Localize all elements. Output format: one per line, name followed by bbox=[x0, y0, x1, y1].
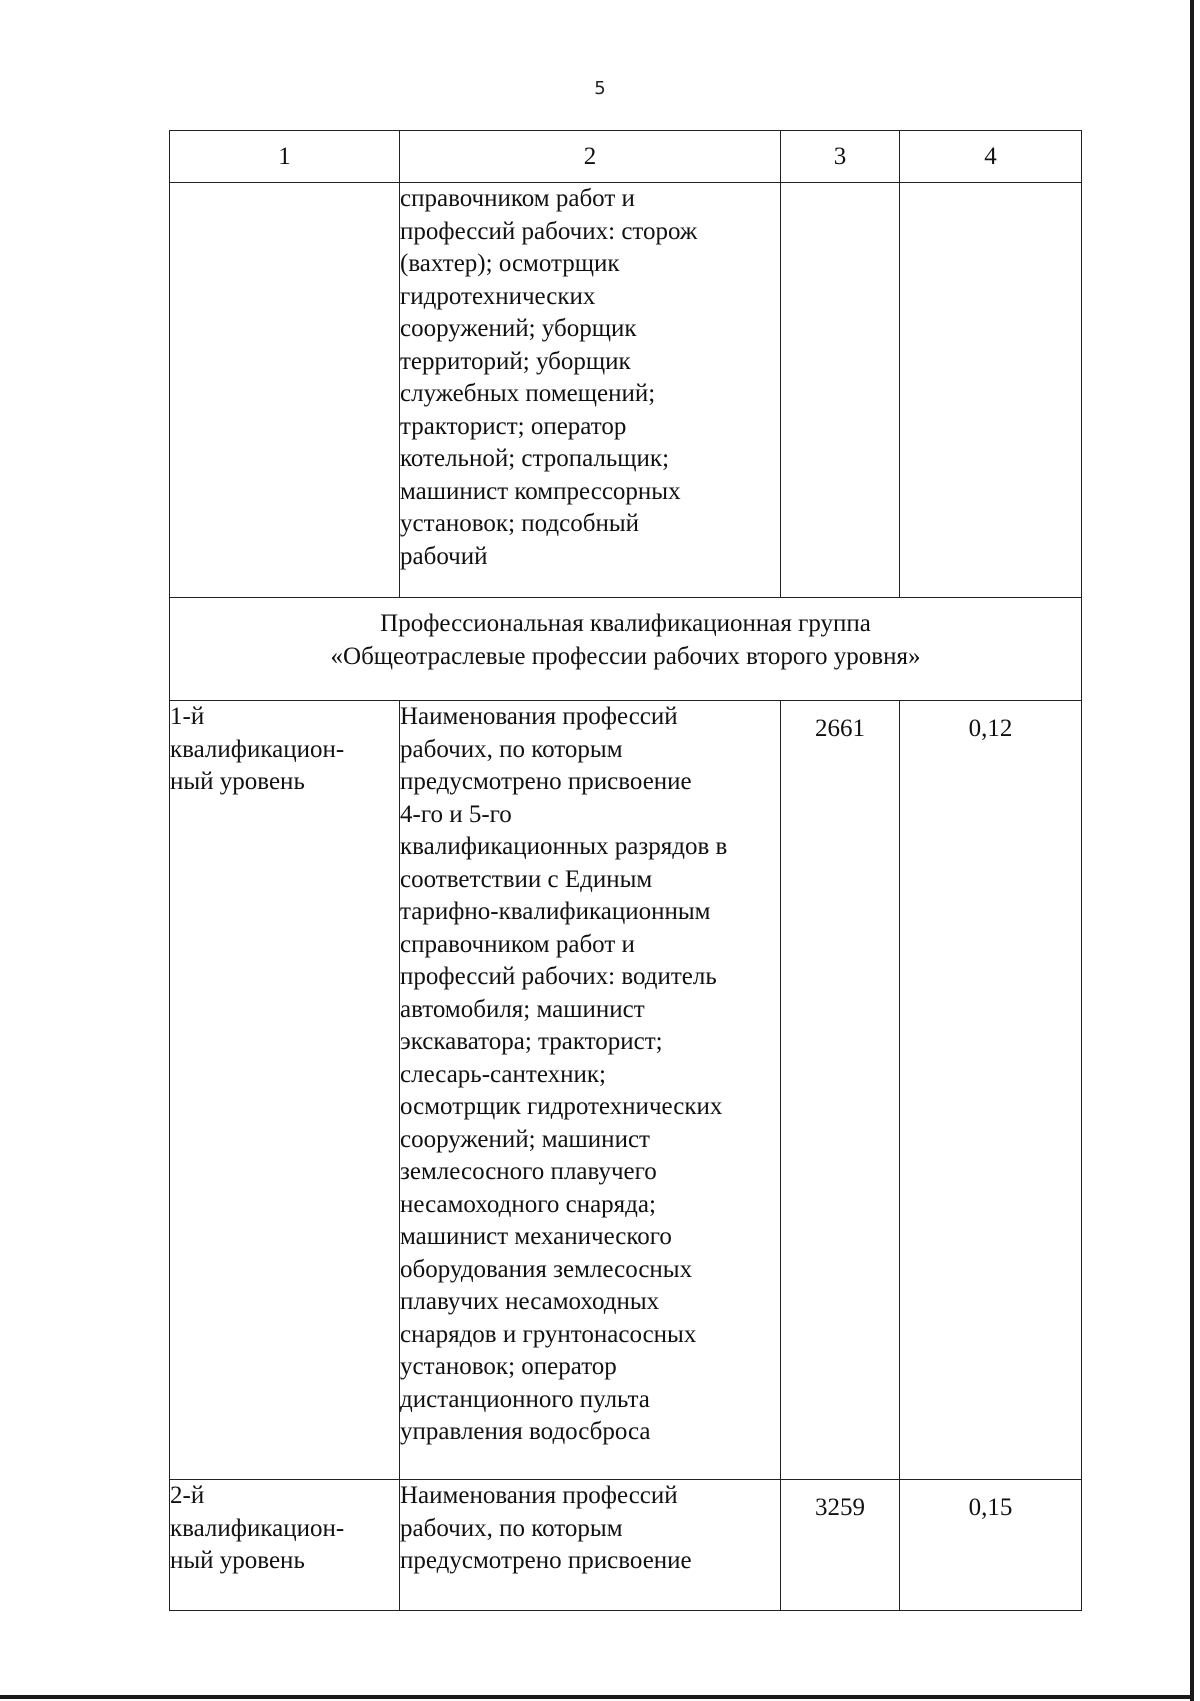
continuation-coefficient-cell bbox=[900, 183, 1082, 598]
column-header-1: 1 bbox=[170, 131, 400, 183]
group-heading-row bbox=[170, 598, 1082, 701]
amount-cell: 3259 bbox=[781, 1480, 900, 1611]
column-header-3: 3 bbox=[781, 131, 900, 183]
column-header-2: 2 bbox=[400, 131, 781, 183]
coefficient-cell: 0,12 bbox=[900, 701, 1082, 1480]
level-cell: 1-й квалификацион- ный уровень bbox=[170, 701, 400, 1480]
description-cell: Наименования профессий рабочих, по которым предусмотрено присвоение 4-го и 5-го квалификационных разрядов в соответствии с Единым тарифно-квалификационным справочником работ и профессий рабочих: водитель автомобиля; машинист экскаватора; тракторист; слесарь-сантехник; осмотрщик гидротехнических сооружений; машинист землесосного плавучего несамоходного снаряда; машинист механического оборудования землесосных плавучих несамоходных снарядов и грунтонасосных установок; оператор дистанционного пульта управления водосброса bbox=[400, 701, 781, 1480]
level-cell: 2-й квалификацион- ный уровень bbox=[170, 1480, 400, 1611]
table-row bbox=[170, 1480, 1082, 1611]
continuation-level-cell bbox=[170, 183, 400, 598]
column-header-4: 4 bbox=[900, 131, 1082, 183]
coefficient-cell: 0,15 bbox=[900, 1480, 1082, 1611]
continuation-description-cell: справочником работ и профессий рабочих: сторож (вахтер); осмотрщик гидротехнических сооружений; уборщик территорий; уборщик служебных помещений; тракторист; оператор котельной; стропальщик; машинист компрессорных установок; подсобный рабочий bbox=[400, 183, 781, 598]
page-number: 5 bbox=[594, 78, 606, 99]
table-row-continuation bbox=[170, 183, 1082, 598]
scan-edge-bottom bbox=[0, 1695, 1194, 1699]
scan-edge-right bbox=[1190, 0, 1194, 1701]
table-header-row bbox=[170, 131, 1082, 183]
salary-table bbox=[169, 130, 1082, 1611]
amount-cell: 2661 bbox=[781, 701, 900, 1480]
group-heading: Профессиональная квалификационная группа «Общеотраслевые профессии рабочих второго уровня» bbox=[170, 598, 1082, 701]
table-row bbox=[170, 701, 1082, 1480]
description-cell: Наименования профессий рабочих, по которым предусмотрено присвоение bbox=[400, 1480, 781, 1611]
continuation-amount-cell bbox=[781, 183, 900, 598]
